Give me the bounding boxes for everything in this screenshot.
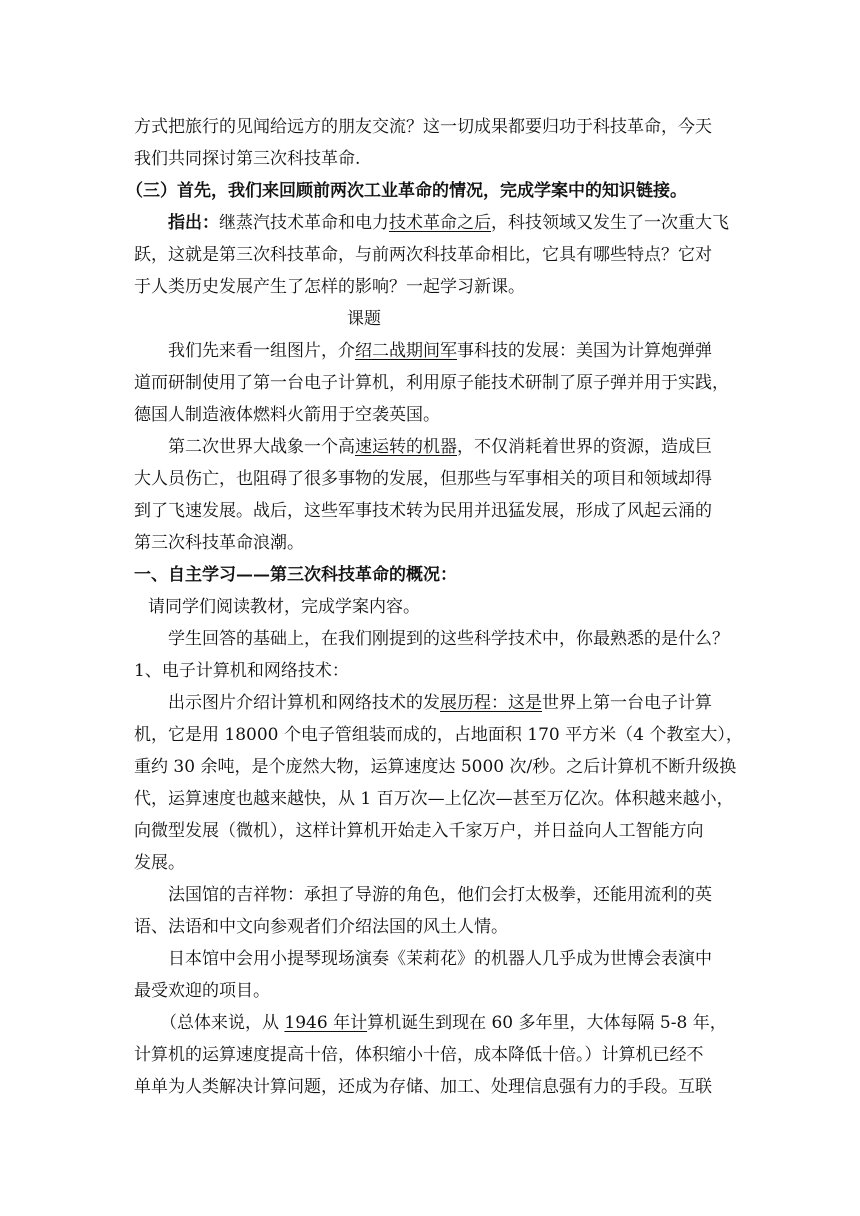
underlined-text: 技术革命之后 <box>389 213 491 233</box>
paragraph-line: 日本馆中会用小提琴现场演奏《茉莉花》的机器人几乎成为世博会表演中 <box>168 949 712 969</box>
text-run: ，科技领域又发生了一次重大飞 <box>491 213 729 233</box>
paragraph-line <box>168 213 729 233</box>
text-run: ，不仅消耗着世界的资源，造成巨 <box>457 437 712 457</box>
paragraph-line: 大人员伤亡，也阻碍了很多事物的发展，但那些与军事相关的项目和领域却得 <box>134 469 712 489</box>
paragraph-line: 道而研制使用了第一台电子计算机，利用原子能技术研制了原子弹并用于实践， <box>134 373 729 393</box>
section-heading: （三）首先，我们来回顾前两次工业革命的情况，完成学案中的知识链接。 <box>126 181 687 201</box>
paragraph-line <box>168 693 712 713</box>
text-run: 世界上第一台电子计算 <box>542 693 712 713</box>
paragraph-line: 学生回答的基础上，在我们刚提到的这些科学技术中，你最熟悉的是什么？ <box>168 629 729 649</box>
text-run: 算机诞生到现在 60 多年里，大体每隔 5-8 年， <box>367 1013 727 1033</box>
underlined-text: 1946 年计 <box>284 1013 368 1033</box>
paragraph-line <box>160 1013 727 1033</box>
paragraph-line: 单单为人类解决计算问题，还成为存储、加工、处理信息强有力的手段。互联 <box>134 1077 712 1097</box>
paragraph-line: 第三次科技革命浪潮。 <box>134 533 304 553</box>
text-run: 第二次世界大战象一个高 <box>168 437 355 457</box>
underlined-text: 速运转的机器 <box>355 437 457 457</box>
text-run: 出示图片介绍计算机和网络技术的发 <box>168 693 440 713</box>
text-run: 我们先来看一组图片，介 <box>168 341 355 361</box>
paragraph-line <box>168 341 712 361</box>
paragraph-line: 发展。 <box>134 853 185 873</box>
paragraph-line: 跃，这就是第三次科技革命，与前两次科技革命相比，它具有哪些特点？它对 <box>134 245 712 265</box>
paragraph-line: 请同学们阅读教材，完成学案内容。 <box>148 597 420 617</box>
paragraph-line: 代，运算速度也越来越快，从 1 百万次—上亿次—甚至万亿次。体积越来越小， <box>134 789 734 809</box>
text-run: （总体来说，从 <box>160 1013 285 1033</box>
underlined-text: 展历程：这是 <box>440 693 542 713</box>
underlined-text: 绍二战期间军 <box>355 341 457 361</box>
text-run: 继蒸汽技术革命和电力 <box>219 213 389 233</box>
paragraph-line: 到了飞速发展。战后，这些军事技术转为民用并迅猛发展，形成了风起云涌的 <box>134 501 712 521</box>
text-run: 事科技的发展：美国为计算炮弹弹 <box>457 341 712 361</box>
paragraph-line: 机，它是用 18000 个电子管组装而成的，占地面积 170 平方米（4 个教室大）， <box>134 725 743 745</box>
paragraph-line: 我们共同探讨第三次科技革命. <box>134 149 361 169</box>
lesson-title: 课题 <box>347 309 381 329</box>
paragraph-line: 于人类历史发展产生了怎样的影响？一起学习新课。 <box>134 277 525 297</box>
paragraph-line: 向微型发展（微机），这样计算机开始走入千家万户，并日益向人工智能方向 <box>134 821 704 841</box>
paragraph-line: 重约 30 余吨，是个庞然大物，运算速度达 5000 次/秒。之后计算机不断升级换 <box>134 757 737 777</box>
paragraph-line: 德国人制造液体燃料火箭用于空袭英国。 <box>134 405 440 425</box>
paragraph-line: 计算机的运算速度提高十倍，体积缩小十倍，成本降低十倍。）计算机已经不 <box>134 1045 704 1065</box>
subsection-heading: 1、电子计算机和网络技术： <box>134 661 349 681</box>
label-zhichu: 指出： <box>168 213 219 233</box>
paragraph-line: 方式把旅行的见闻给远方的朋友交流？这一切成果都要归功于科技革命，今天 <box>134 117 712 137</box>
paragraph-line: 语、法语和中文向参观者们介绍法国的风土人情。 <box>134 917 508 937</box>
paragraph-line <box>168 437 712 457</box>
section-heading: 一、自主学习——第三次科技革命的概况： <box>134 565 457 585</box>
paragraph-line: 最受欢迎的项目。 <box>134 981 270 1001</box>
paragraph-line: 法国馆的吉祥物：承担了导游的角色，他们会打太极拳，还能用流利的英 <box>168 885 712 905</box>
